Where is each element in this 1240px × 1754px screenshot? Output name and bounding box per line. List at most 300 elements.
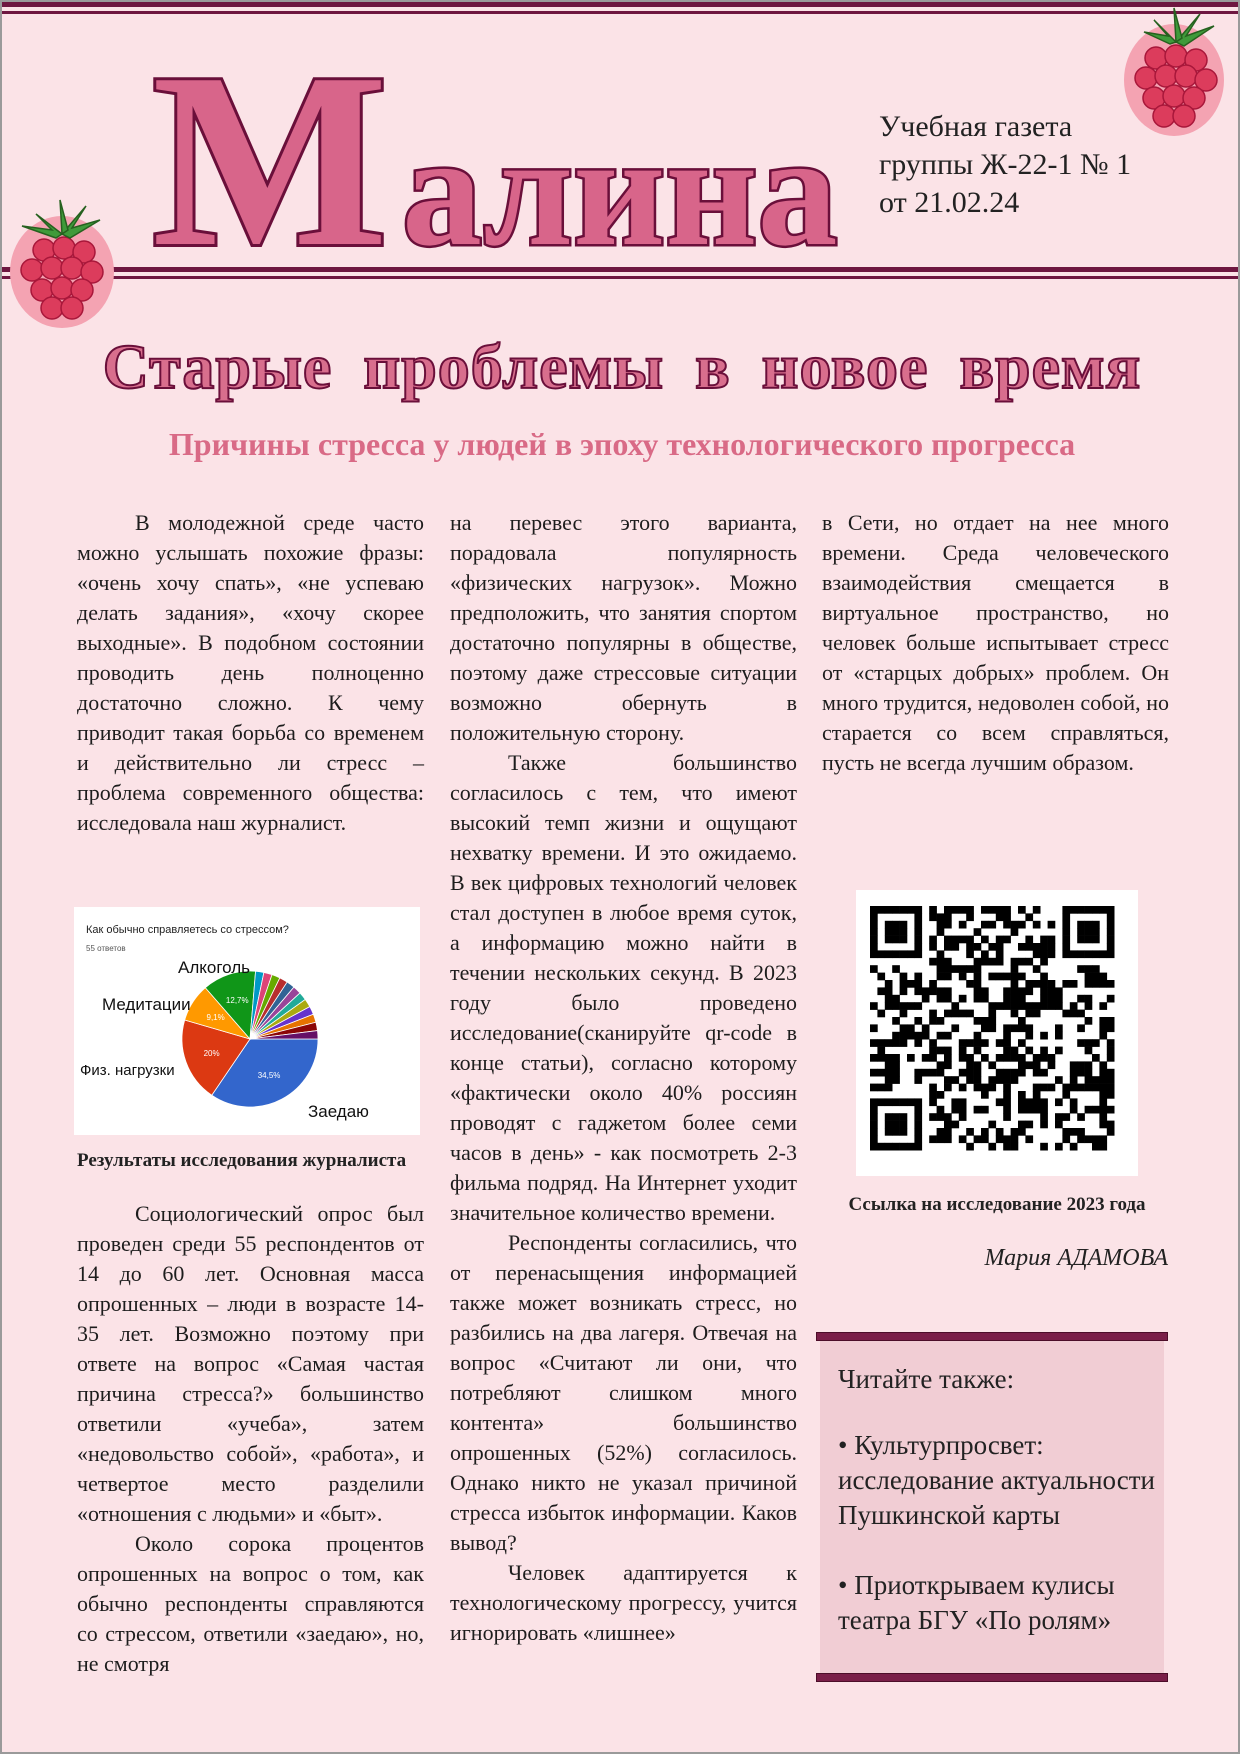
qr-module [1070,1098,1078,1106]
qr-module [1033,965,1041,973]
qr-module [1048,950,1056,958]
qr-module [914,1121,922,1129]
qr-module [929,958,937,966]
qr-module [1033,1010,1041,1018]
masthead-title [152,32,852,272]
qr-module [1092,1076,1100,1084]
qr-module [1003,987,1011,995]
qr-module [988,1076,996,1084]
qr-module [959,973,967,981]
qr-module [1040,995,1048,1003]
qr-module [929,1113,937,1121]
qr-module [1003,1098,1011,1106]
qr-module [1025,987,1033,995]
qr-module [914,1128,922,1136]
qr-module [988,973,996,981]
qr-module [1099,1135,1107,1143]
legend-label-eating: Заедаю [308,1102,369,1121]
qr-module [885,928,893,936]
qr-module [1099,1106,1107,1114]
qr-module [988,1010,996,1018]
qr-module [959,1135,967,1143]
qr-module [1070,1143,1078,1151]
read-also-title: Читайте также: [838,1364,1015,1394]
qr-module [937,1047,945,1055]
qr-module [1018,1128,1026,1136]
qr-module [929,1091,937,1099]
qr-module [885,1002,893,1010]
qr-module [885,1054,893,1062]
qr-module [944,936,952,944]
qr-module [974,965,982,973]
qr-module [944,1032,952,1040]
qr-module [1070,1084,1078,1092]
qr-module [892,1076,900,1084]
qr-module [1107,913,1115,921]
qr-module [914,1143,922,1151]
qr-module [900,1024,908,1032]
qr-module [1062,1135,1070,1143]
qr-module [892,1017,900,1025]
qr-module [959,1106,967,1114]
qr-module [914,1002,922,1010]
qr-module [1077,1113,1085,1121]
qr-module [1033,1054,1041,1062]
qr-module [870,1054,878,1062]
qr-module [959,936,967,944]
qr-module [1085,906,1093,914]
pie-data-label: 12,7% [225,996,249,1006]
qr-module [1040,950,1048,958]
qr-module [951,1076,959,1084]
qr-module [1092,1106,1100,1114]
qr-module [1085,950,1093,958]
qr-module [959,1069,967,1077]
qr-module [922,987,930,995]
qr-module [900,1002,908,1010]
qr-module [966,913,974,921]
qr-module [1055,1047,1063,1055]
qr-module [870,906,878,914]
qr-module [1085,928,1093,936]
qr-module [996,913,1004,921]
pie-data-label: 34,5% [257,1071,281,1081]
qr-module [1107,1084,1115,1092]
qr-module [1055,987,1063,995]
qr-module [1077,936,1085,944]
qr-module [1003,973,1011,981]
qr-module [1011,958,1019,966]
qr-module [996,1128,1004,1136]
qr-module [1040,936,1048,944]
pie-data-label: 9,1% [206,1013,225,1023]
raspberry-icon [1114,2,1240,137]
qr-module [870,1024,878,1032]
qr-module [1062,950,1070,958]
qr-module [929,1017,937,1025]
paragraph: В молодежной среде часто можно услышать похожие фразы: «очень хочу спать», «не успеваю делать задания», «хочу скорее выходные». В подобном состоянии проводить день полноценно достаточно сложно. К чему приводит такая борьба со временем и действительно ли стресс – проблема современного общества: исследовала наш журналист. [77,510,424,835]
qr-module [1085,1084,1093,1092]
survey-pie-chart [74,907,420,1135]
qr-module [937,958,945,966]
paragraph: Социологический опрос был проведен среди 55 респондентов от 14 до 60 лет. Основная масса опрошенных – люди в возрасте 14-35 лет. Возможно поэтому при ответе на вопрос «Самая частая причина стресса?» большинство ответили «учеба», затем «недовольство собой», «работа», и четвертое место разделили «отношения с людьми» и «быт». [77,1201,424,1526]
qr-module [944,1076,952,1084]
qr-module [951,965,959,973]
qr-module [892,1061,900,1069]
qr-module [877,1098,885,1106]
qr-module [1092,950,1100,958]
box-bottom-bar [816,1673,1168,1682]
qr-module [1085,936,1093,944]
qr-module [937,1106,945,1114]
qr-module [944,906,952,914]
qr-module [1040,1098,1048,1106]
qr-module [996,943,1004,951]
qr-module [1025,943,1033,951]
qr-module [1062,1128,1070,1136]
qr-module [974,1039,982,1047]
column-1-bottom [77,1199,424,1679]
qr-module [1018,987,1026,995]
qr-module [1018,1061,1026,1069]
qr-module [1040,1084,1048,1092]
qr-module [900,987,908,995]
qr-module [914,1098,922,1106]
qr-module [944,958,952,966]
qr-module [1025,958,1033,966]
qr-module [974,1061,982,1069]
qr-module [929,1098,937,1106]
qr-module [951,906,959,914]
qr-module [951,1098,959,1106]
qr-module [900,936,908,944]
qr-module [996,1002,1004,1010]
qr-module [1107,936,1115,944]
qr-module [1040,1032,1048,1040]
qr-module [944,987,952,995]
qr-module [1003,1047,1011,1055]
qr-module [885,921,893,929]
qr-module [959,906,967,914]
qr-module [974,980,982,988]
qr-module [907,1024,915,1032]
qr-code[interactable] [856,890,1138,1176]
qr-module [944,1047,952,1055]
qr-module [885,906,893,914]
article-subheadline: Причины стресса у людей в эпоху технологического прогресса [168,426,1076,462]
qr-module [1085,973,1093,981]
qr-module [996,936,1004,944]
qr-module [944,1128,952,1136]
qr-module [1099,1061,1107,1069]
qr-module [877,973,885,981]
qr-module [1107,950,1115,958]
qr-module [1040,987,1048,995]
qr-module [1011,1024,1019,1032]
qr-module [1085,1017,1093,1025]
qr-module [929,936,937,944]
qr-module [944,1010,952,1018]
qr-module [870,1113,878,1121]
qr-module [929,1010,937,1018]
qr-module [1003,1054,1011,1062]
legend-label-meditation: Медитации [102,995,191,1014]
qr-module [914,906,922,914]
qr-module [907,1002,915,1010]
qr-module [1011,928,1019,936]
box-top-bar [816,1332,1168,1341]
qr-module [885,995,893,1003]
qr-module [951,936,959,944]
qr-module [922,995,930,1003]
chart-subtitle: 55 ответов [86,944,126,953]
qr-module [892,950,900,958]
qr-module [1092,1039,1100,1047]
masthead-initial: М [152,32,388,272]
qr-module [870,1121,878,1129]
qr-module [870,1039,878,1047]
qr-module [885,980,893,988]
qr-module [929,906,937,914]
qr-module [944,943,952,951]
qr-module [981,1135,989,1143]
qr-module [877,950,885,958]
qr-module [907,1098,915,1106]
qr-module [959,1054,967,1062]
qr-module [1092,980,1100,988]
qr-module [1055,1002,1063,1010]
qr-module [1033,1091,1041,1099]
qr-module [966,965,974,973]
read-also-item[interactable]: • Культурпросвет: исследование актуальности Пушкинской карты [838,1430,1155,1530]
qr-module [988,1121,996,1129]
qr-module [1099,1091,1107,1099]
qr-module [1033,1002,1041,1010]
qr-module [892,1069,900,1077]
qr-module [877,1039,885,1047]
qr-module [1040,980,1048,988]
qr-module [1040,973,1048,981]
qr-module [870,943,878,951]
qr-module [1018,1024,1026,1032]
qr-module [1077,906,1085,914]
qr-module [922,1032,930,1040]
qr-module [929,1069,937,1077]
qr-module [900,906,908,914]
qr-module [1107,1069,1115,1077]
qr-module [1099,1084,1107,1092]
qr-module [1099,1002,1107,1010]
qr-module [1003,1024,1011,1032]
qr-module [1018,1039,1026,1047]
qr-module [959,965,967,973]
qr-module [870,1128,878,1136]
qr-module [929,1054,937,1062]
qr-module [944,1054,952,1062]
qr-module [937,1113,945,1121]
qr-module [929,987,937,995]
qr-module [892,995,900,1003]
qr-module [974,973,982,981]
qr-module [1107,943,1115,951]
qr-module [1055,1113,1063,1121]
qr-module [1099,1017,1107,1025]
qr-module [1011,995,1019,1003]
qr-module [1107,1091,1115,1099]
qr-module [988,1061,996,1069]
masthead-rest: алина [402,101,838,272]
qr-module [929,913,937,921]
qr-module [951,1121,959,1129]
qr-module [1107,1024,1115,1032]
qr-module [1085,965,1093,973]
qr-module [885,1069,893,1077]
qr-module [1077,921,1085,929]
qr-module [988,1024,996,1032]
qr-module [892,1002,900,1010]
qr-module [1003,1032,1011,1040]
qr-module [996,1135,1004,1143]
qr-module [1107,980,1115,988]
qr-module [914,1135,922,1143]
qr-module [1077,1128,1085,1136]
qr-module [892,921,900,929]
qr-module [1040,1143,1048,1151]
qr-module [959,1113,967,1121]
qr-module [966,1076,974,1084]
qr-module [996,1054,1004,1062]
qr-module [914,1017,922,1025]
qr-module [996,1069,1004,1077]
qr-module [900,1143,908,1151]
qr-module [1011,1135,1019,1143]
qr-module [907,1054,915,1062]
qr-module [1092,1135,1100,1143]
qr-module [892,906,900,914]
qr-module [974,1135,982,1143]
qr-module [885,1113,893,1121]
qr-module [937,1128,945,1136]
qr-module [1092,1084,1100,1092]
qr-module [1003,1135,1011,1143]
qr-module [1062,943,1070,951]
qr-module [944,965,952,973]
qr-module [892,1143,900,1151]
qr-module [885,1121,893,1129]
qr-module [1011,1143,1019,1151]
qr-module [900,1032,908,1040]
qr-module [966,950,974,958]
qr-module [966,1143,974,1151]
qr-module [929,1039,937,1047]
qr-module [1048,921,1056,929]
qr-module [1055,1143,1063,1151]
qr-module [892,1113,900,1121]
qr-module [1085,1002,1093,1010]
qr-module [966,943,974,951]
qr-module [1085,980,1093,988]
qr-module [1018,906,1026,914]
qr-module [996,906,1004,914]
qr-module [937,973,945,981]
qr-module [988,958,996,966]
qr-module [929,1084,937,1092]
qr-module [937,1069,945,1077]
paragraph: Респонденты согласились, что от перенасыщения информацией также может возникать стресс, но разбились на два лагеря. Отвечая на вопрос «Считают ли они, что потребляют слишком много контента» большинство опрошенных (52%) согласилось. Однако никто не указал причиной стресса избыток информации. Каков вывод? [450,1230,797,1555]
qr-module [1062,1084,1070,1092]
qr-module [966,1128,974,1136]
qr-module [996,1076,1004,1084]
qr-module [914,1039,922,1047]
qr-module [870,936,878,944]
qr-module [870,950,878,958]
qr-module [1033,980,1041,988]
qr-module [1092,906,1100,914]
qr-module [1011,965,1019,973]
author-byline: Мария АДАМОВА [984,1245,1168,1271]
qr-module [966,980,974,988]
paragraph: Человек адаптируется к технологическому прогрессу, учится игнорировать «лишнее» [450,1560,797,1645]
qr-module [1070,1010,1078,1018]
qr-module [1040,1113,1048,1121]
qr-module [959,1039,967,1047]
qr-caption: Ссылка на исследование 2023 года [848,1194,1146,1215]
qr-module [1085,1106,1093,1114]
qr-module [937,995,945,1003]
qr-module [892,1039,900,1047]
qr-module [1018,995,1026,1003]
qr-module [1062,936,1070,944]
qr-module [1018,973,1026,981]
qr-module [885,1076,893,1084]
qr-module [1040,1121,1048,1129]
qr-module [1107,1054,1115,1062]
paragraph: Около сорока процентов опрошенных на вопрос о том, как обычно респонденты справляются со стрессом, ответили «заедаю», но, не смотря [77,1531,424,1676]
qr-module [892,936,900,944]
qr-module [1099,1143,1107,1151]
qr-module [944,1135,952,1143]
qr-module [974,958,982,966]
qr-module [1025,1121,1033,1129]
pie-chart-svg [74,907,420,1135]
qr-module [892,1054,900,1062]
qr-module [959,995,967,1003]
qr-module [1092,973,1100,981]
qr-module [1077,1039,1085,1047]
qr-module [981,921,989,929]
qr-module [922,1024,930,1032]
qr-module [1085,1039,1093,1047]
qr-module [1011,1010,1019,1018]
read-also-item[interactable]: • Приоткрываем кулисы театра БГУ «По ролям» [838,1570,1115,1635]
qr-module [951,1024,959,1032]
qr-module [914,950,922,958]
qr-module [944,1061,952,1069]
qr-module [1048,980,1056,988]
qr-module [900,973,908,981]
qr-module [1062,913,1070,921]
qr-module [966,1010,974,1018]
qr-module [1040,1106,1048,1114]
qr-module [974,1106,982,1114]
qr-module [1085,1076,1093,1084]
qr-module [959,1084,967,1092]
qr-module [914,1069,922,1077]
qr-module [1070,1069,1078,1077]
qr-module [1062,1010,1070,1018]
qr-module [981,987,989,995]
qr-module [937,928,945,936]
